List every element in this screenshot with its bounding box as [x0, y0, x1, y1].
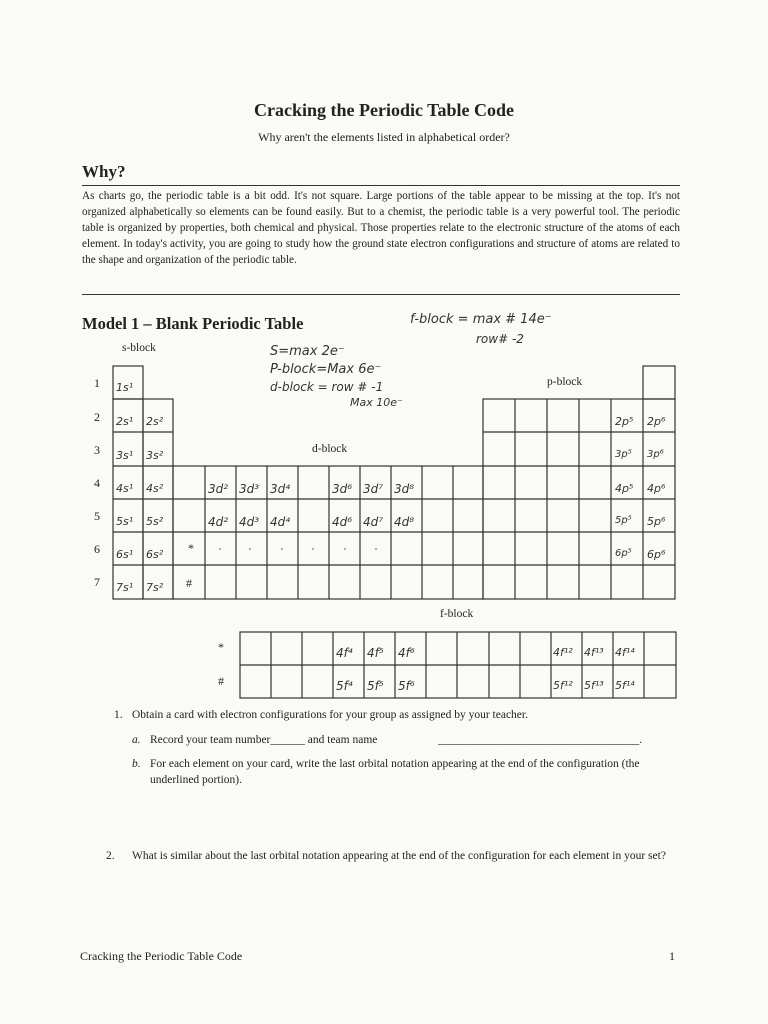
f-block-label: f-block — [440, 608, 474, 620]
cell-entry: 3d⁷ — [363, 482, 384, 496]
cell-entry: 3p⁶ — [647, 449, 664, 460]
divider — [82, 185, 680, 186]
cell-entry: 5s¹ — [116, 515, 134, 528]
cell-entry: 4f¹² — [553, 646, 573, 659]
cell-entry: 4f¹⁴ — [615, 646, 635, 659]
lanthanide-marker: * — [188, 541, 194, 555]
cell-entry: 2s² — [146, 415, 164, 428]
lanthanide-marker: * — [218, 640, 224, 654]
cell-entry: 5f⁶ — [398, 679, 415, 693]
why-heading: Why? — [82, 162, 126, 181]
sub-question-letter: a. — [132, 734, 141, 746]
question-1: Obtain a card with electron configurations for your group as assigned by your teacher. — [132, 709, 528, 721]
cell-entry: 5f⁵ — [367, 679, 384, 693]
s-block-label: s-block — [122, 342, 156, 354]
row-number: 5 — [94, 509, 100, 523]
cell-entry: 7s² — [146, 581, 164, 594]
cell-entry: 5f¹² — [553, 679, 573, 692]
cell-entry: 6s¹ — [116, 548, 134, 561]
question-2: What is similar about the last orbital notation appearing at the end of the configuration for each element in your set? — [132, 850, 666, 862]
p-block-label: p-block — [547, 376, 583, 388]
handwritten-note: f-block = max # 14e⁻ — [410, 312, 552, 327]
question-1a: Record your team number______ and team name — [150, 734, 378, 746]
cell-entry: 3d³ — [239, 482, 260, 496]
cell-entry: 3d⁴ — [270, 482, 291, 496]
cell-entry: 6p⁶ — [647, 548, 666, 561]
cell-entry: 2s¹ — [116, 415, 134, 428]
cell-entry: 4f⁶ — [398, 646, 415, 660]
cell-entry: 1s¹ — [116, 381, 134, 394]
cell-entry: 4s² — [146, 482, 164, 495]
page-title: Cracking the Periodic Table Code — [254, 100, 514, 120]
row-number: 6 — [94, 542, 100, 556]
question-1b: For each element on your card, write the last orbital notation appearing at the end of the configuration (the underlined portion). — [150, 758, 640, 786]
row-number: 1 — [94, 376, 100, 390]
row-number: 4 — [94, 476, 100, 490]
cell-entry: 4f⁴ — [336, 646, 353, 660]
cell-entry: 5p⁵ — [615, 515, 632, 526]
cell-entry: 3s² — [146, 449, 164, 462]
row-number: 3 — [94, 443, 100, 457]
cell-entry: 4f⁵ — [367, 646, 384, 660]
cell-entry: 5s² — [146, 515, 164, 528]
sub-question-letter: b. — [132, 758, 141, 770]
cell-entry: 2p⁶ — [647, 415, 666, 428]
row-number: 2 — [94, 410, 100, 424]
cell-entry: 4d⁷ — [363, 515, 384, 529]
cell-entry: 4s¹ — [116, 482, 134, 495]
cell-entry: 5f⁴ — [336, 679, 353, 693]
team-name-blank[interactable]: ___________________________________. — [438, 734, 643, 746]
question-number: 1. — [114, 709, 123, 721]
model-heading: Model 1 – Blank Periodic Table — [82, 314, 304, 333]
page-subtitle: Why aren't the elements listed in alphabetical order? — [258, 130, 510, 144]
cell-entry: 3s¹ — [116, 449, 134, 462]
cell-entry: 4p⁶ — [647, 482, 666, 495]
handwritten-note: d-block = row # -1 — [270, 380, 384, 394]
cell-entry: 4d³ — [239, 515, 260, 529]
cell-entry: 6p⁵ — [615, 548, 632, 559]
cell-entry: 4f¹³ — [584, 646, 604, 659]
cell-entry: 4d⁶ — [332, 515, 353, 529]
cell-entry: 4d⁴ — [270, 515, 291, 529]
handwritten-note: S=max 2e⁻ — [270, 344, 345, 359]
cell-entry: 5f¹³ — [584, 679, 604, 692]
cell-entry: 2p⁵ — [615, 415, 634, 428]
question-number: 2. — [106, 850, 115, 862]
cell-entry: 4p⁵ — [615, 482, 634, 495]
actinide-marker: # — [186, 576, 192, 590]
handwritten-note: row# -2 — [476, 332, 524, 346]
why-paragraph: As charts go, the periodic table is a bit odd. It's not square. Large portions of the table appear to be missing at the top. It's not organized alphabetically so elements can be found easily. But to a chemist, the periodic table is a very powerful tool. The periodic table is organized by properties, both chemical and physical. Those properties relate to the electronic structure of the atoms of each element. In today's activity, you are going to study how the ground state electron configurations and structure of atoms are related to the shape and organization of the periodic table. — [82, 190, 680, 266]
handwritten-note: P-block=Max 6e⁻ — [270, 362, 382, 377]
handwritten-note: Max 10e⁻ — [350, 396, 403, 409]
cell-entry: 5p⁶ — [647, 515, 666, 528]
cell-entry: 4d² — [208, 515, 229, 529]
cell-entry: 3d⁶ — [332, 482, 353, 496]
footer-title: Cracking the Periodic Table Code — [80, 949, 243, 963]
actinide-marker: # — [218, 674, 224, 688]
cell-entry: 6s² — [146, 548, 164, 561]
cell-entry: 4d⁸ — [394, 515, 415, 529]
cell-entry: 5f¹⁴ — [615, 679, 635, 692]
page-number: 1 — [669, 949, 675, 963]
row-number: 7 — [94, 575, 100, 589]
divider — [82, 294, 680, 295]
cell-entry: 7s¹ — [116, 581, 134, 594]
cell-entry: 3p⁵ — [615, 449, 632, 460]
d-block-label: d-block — [312, 443, 348, 455]
cell-entry: 3d⁸ — [394, 482, 415, 496]
cell-entry: 3d² — [208, 482, 229, 496]
